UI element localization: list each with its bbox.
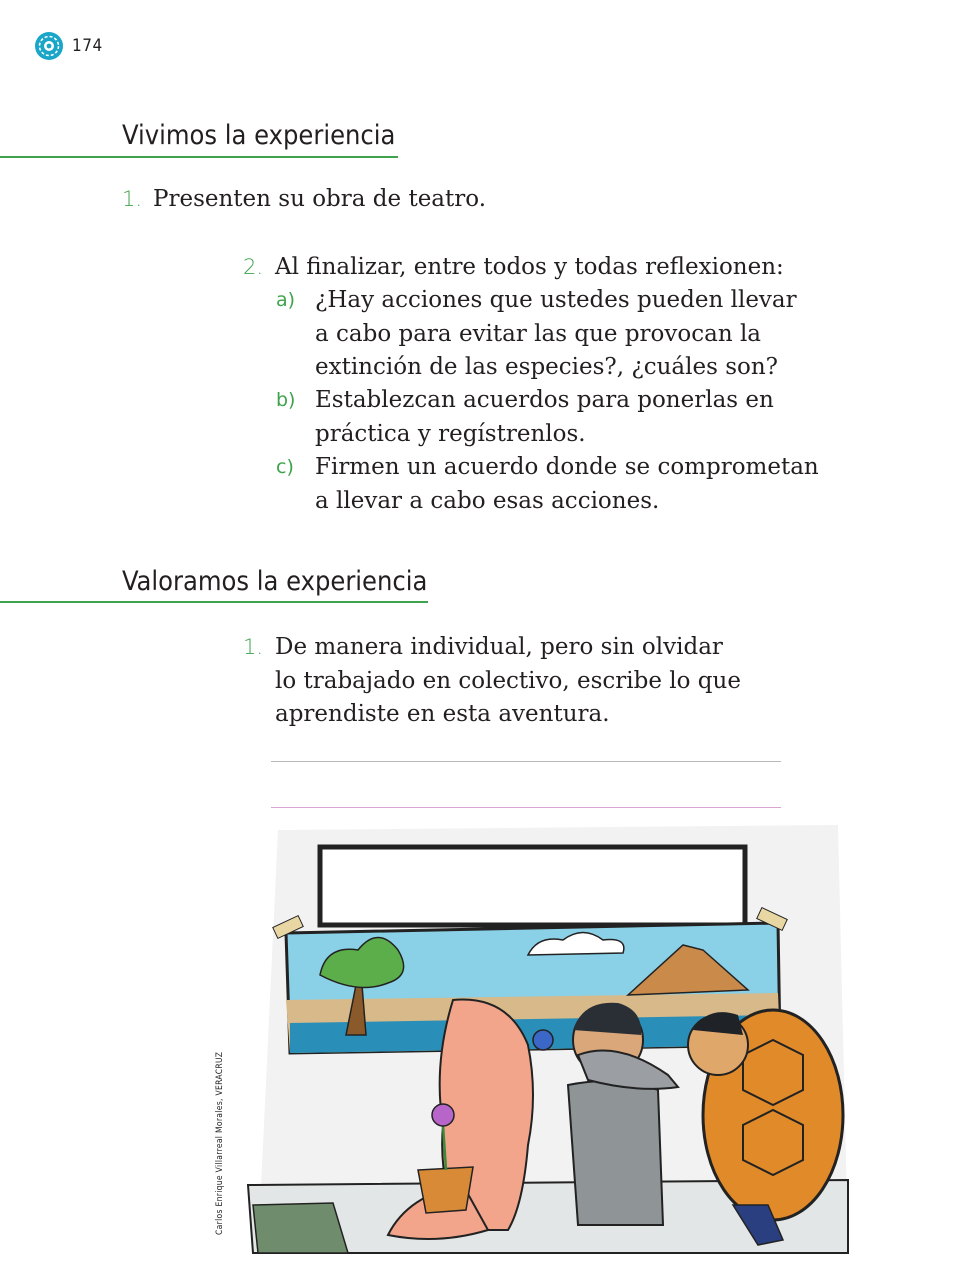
- item-text: Al finalizar, entre todos y todas reflexionen:: [275, 254, 784, 280]
- writing-line[interactable]: [271, 761, 781, 762]
- item-number: 2.: [243, 255, 264, 279]
- section-rule: [0, 601, 428, 603]
- sub-item-line: extinción de las especies?, ¿cuáles son?: [315, 354, 778, 380]
- page-number: [34, 30, 103, 62]
- sub-item-line: a llevar a cabo esas acciones.: [315, 487, 660, 514]
- sub-item-b: [276, 384, 876, 451]
- item-number: 1.: [243, 635, 264, 659]
- book-series-icon: [34, 31, 64, 61]
- sub-item-a: [276, 284, 876, 385]
- item-line: lo trabajado en colectivo, escribe lo que: [275, 667, 741, 694]
- sub-item-line: ¿Hay acciones que ustedes pueden llevar: [315, 287, 797, 313]
- item-number: 1.: [122, 187, 143, 211]
- page-number-text: 174: [72, 36, 103, 56]
- item-line: De manera individual, pero sin olvidar: [275, 634, 723, 660]
- board-frame: [320, 847, 745, 925]
- theater-illustration: [238, 825, 858, 1255]
- writing-line[interactable]: [271, 807, 781, 808]
- item-text: Presenten su obra de teatro.: [153, 186, 487, 212]
- sub-item-line: Establezcan acuerdos para ponerlas en: [315, 387, 774, 413]
- floor-mat: [253, 1203, 348, 1253]
- section-rule: [0, 156, 398, 158]
- masked-child-body: [568, 1081, 663, 1225]
- sub-item-line: práctica y regístrenlos.: [315, 420, 586, 447]
- flower-pot: [418, 1167, 473, 1213]
- list-item: [122, 183, 842, 217]
- item-line: aprendiste en esta aventura.: [275, 701, 610, 727]
- sub-item-letter: a): [276, 289, 296, 311]
- axolotl-eye: [533, 1030, 553, 1050]
- sub-item-line: a cabo para evitar las que provocan la: [315, 320, 762, 347]
- sub-item-letter: c): [276, 456, 294, 478]
- sub-item-line: Firmen un acuerdo donde se comprometan: [315, 454, 819, 480]
- sub-item-c: [276, 451, 876, 518]
- section-title-valoramos: Valoramos la experiencia: [122, 566, 428, 597]
- list-item: [243, 251, 883, 285]
- section-title-vivimos: Vivimos la experiencia: [122, 120, 396, 151]
- list-item: [243, 631, 863, 732]
- illustration-credit: Carlos Enrique Villarreal Morales, VERACRUZ: [215, 1051, 225, 1235]
- flower-bloom: [432, 1104, 454, 1126]
- sub-item-letter: b): [276, 389, 296, 411]
